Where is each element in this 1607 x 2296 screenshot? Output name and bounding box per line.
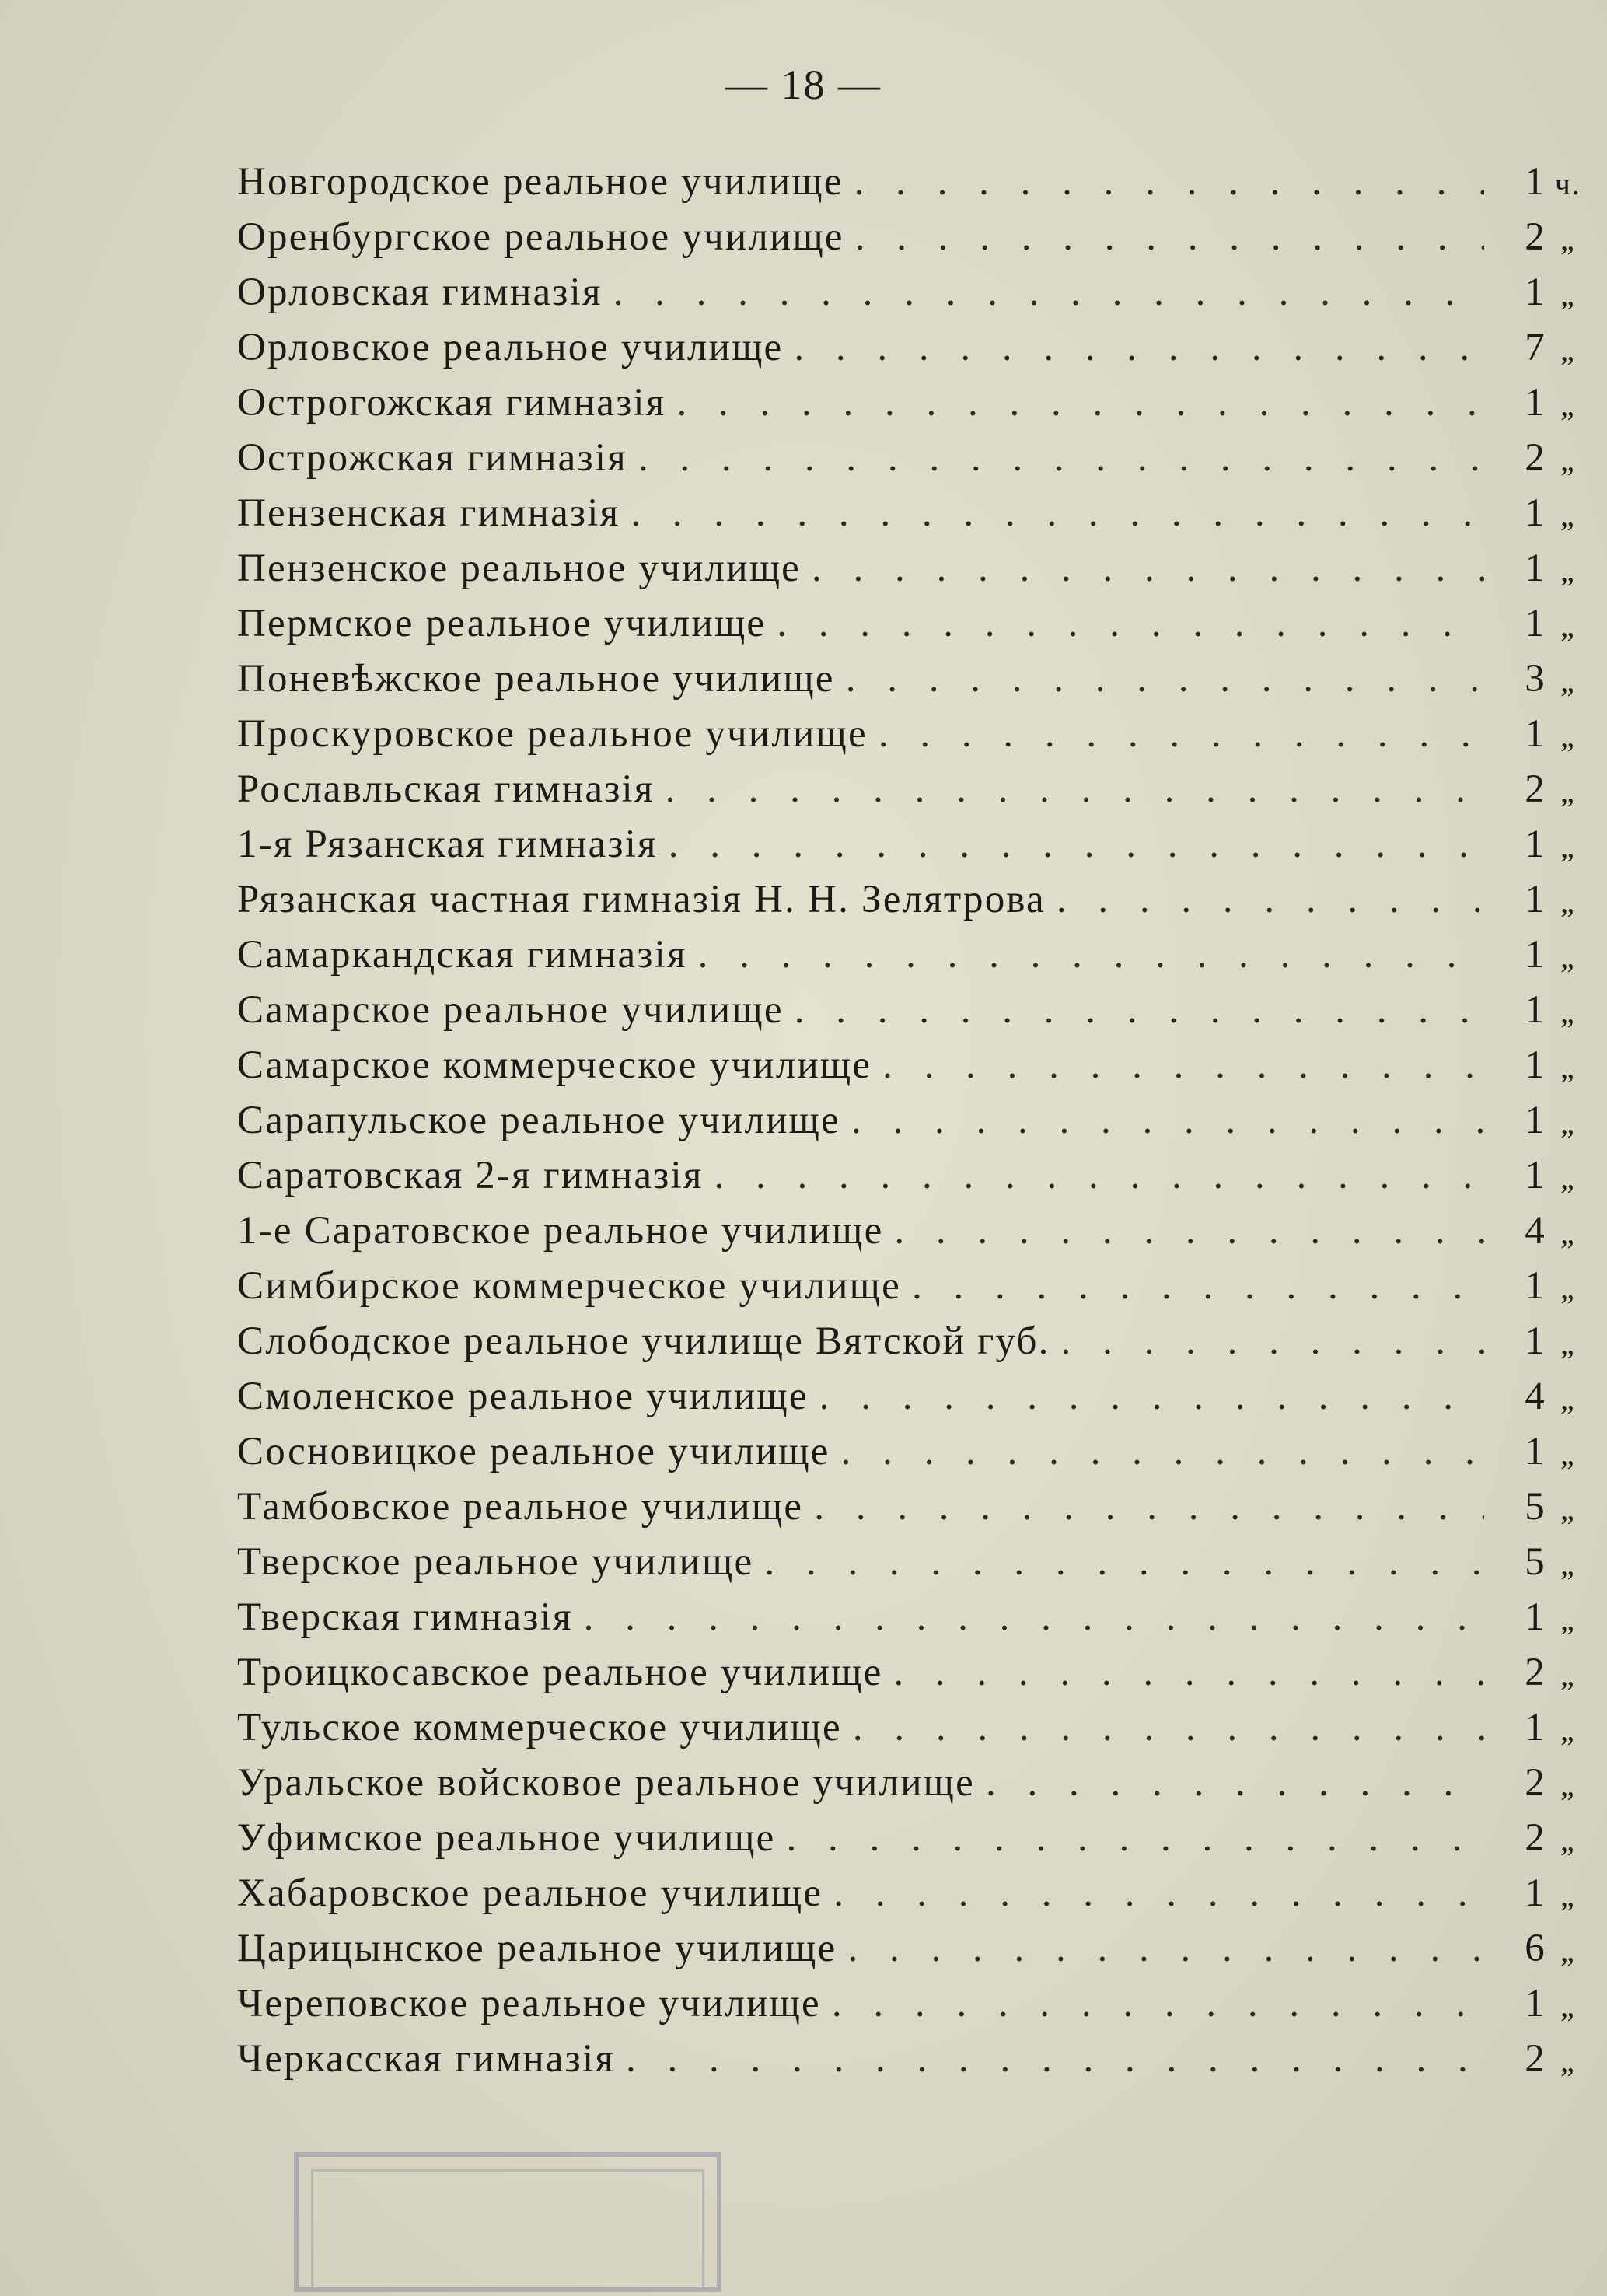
dot-leader	[714, 1153, 1484, 1198]
institution-name: 1-е Саратовское реальное училище	[237, 1209, 884, 1253]
count: 1	[1525, 712, 1546, 756]
count: 1	[1525, 1154, 1546, 1197]
unit: „	[1560, 939, 1576, 974]
institution-name: Череповское реальное училище	[237, 1982, 821, 2025]
list-item	[237, 1319, 1590, 1374]
count: 1	[1525, 602, 1546, 645]
dot-leader	[986, 1760, 1484, 1805]
institution-name: Сарапульское реальное училище	[237, 1099, 840, 1142]
institution-name: Слободское реальное училище Вятской губ.	[237, 1319, 1050, 1363]
count: 6	[1525, 1927, 1546, 1970]
institution-name: Симбирское коммерческое училище	[237, 1264, 901, 1308]
unit: „	[1560, 1602, 1576, 1637]
unit: ч.	[1554, 166, 1582, 201]
institution-name: Рославльская гимназія	[237, 767, 655, 811]
dot-leader	[676, 380, 1484, 425]
institution-name: Хабаровское реальное училище	[237, 1871, 823, 1915]
dot-leader	[855, 215, 1484, 260]
dot-leader	[853, 1705, 1484, 1750]
list-item	[237, 215, 1590, 270]
institution-name: Самарское реальное училище	[237, 988, 784, 1032]
institution-name: Пермское реальное училище	[237, 602, 767, 645]
list-item	[237, 2036, 1590, 2092]
institution-name: Тверское реальное училище	[237, 1540, 754, 1584]
count: 7	[1525, 326, 1546, 369]
institution-name: Тверская гимназія	[237, 1595, 573, 1639]
dot-leader	[1057, 877, 1484, 922]
unit: „	[1560, 553, 1576, 588]
count: 1	[1525, 933, 1546, 977]
unit: „	[1560, 884, 1576, 919]
list-item	[237, 767, 1590, 822]
count: 1	[1525, 1595, 1546, 1639]
page-number: — 18 —	[725, 61, 882, 108]
dot-leader	[833, 1871, 1484, 1916]
unit: „	[1560, 663, 1576, 698]
list-item	[237, 1098, 1590, 1153]
unit: „	[1560, 1050, 1576, 1085]
unit: „	[1560, 1933, 1576, 1968]
unit: „	[1560, 718, 1576, 753]
dot-leader	[812, 546, 1484, 591]
count: 5	[1525, 1485, 1546, 1529]
list-item	[237, 1539, 1590, 1595]
unit: „	[1560, 1436, 1576, 1471]
count: 1	[1525, 823, 1546, 866]
list-item	[237, 1981, 1590, 2036]
institution-list	[237, 159, 1590, 2092]
count: 1	[1525, 1430, 1546, 1473]
dot-leader	[854, 159, 1484, 204]
count: 1	[1525, 1982, 1546, 2025]
dot-leader	[893, 1650, 1484, 1695]
unit: „	[1560, 1546, 1576, 1581]
dot-leader	[613, 270, 1484, 315]
unit: „	[1560, 277, 1576, 312]
list-item	[237, 380, 1590, 435]
count: 1	[1525, 988, 1546, 1032]
unit: „	[1560, 1381, 1576, 1416]
unit: „	[1560, 1767, 1576, 1802]
list-item	[237, 1043, 1590, 1098]
count: 1	[1525, 878, 1546, 921]
unit: „	[1560, 1822, 1576, 1857]
institution-name: Проскуровское реальное училище	[237, 712, 868, 756]
dot-leader	[912, 1263, 1484, 1309]
count: 1	[1525, 1706, 1546, 1749]
dot-leader	[794, 325, 1484, 370]
dot-leader	[882, 1043, 1484, 1088]
list-item	[237, 435, 1590, 491]
unit: „	[1560, 222, 1576, 257]
unit: „	[1560, 1491, 1576, 1526]
institution-name: Поневѣжское реальное училище	[237, 657, 835, 701]
count: 1	[1525, 547, 1546, 590]
list-item	[237, 932, 1590, 987]
dot-leader	[841, 1429, 1484, 1474]
dot-leader	[787, 1815, 1485, 1861]
unit: „	[1560, 829, 1576, 864]
list-item	[237, 491, 1590, 546]
count: 1	[1525, 160, 1546, 204]
count: 2	[1525, 2037, 1546, 2081]
list-item	[237, 711, 1590, 767]
unit: „	[1560, 1657, 1576, 1692]
count: 2	[1525, 436, 1546, 480]
list-item	[237, 1595, 1590, 1650]
dot-leader	[1061, 1319, 1484, 1364]
list-item	[237, 159, 1590, 215]
count: 1	[1525, 381, 1546, 425]
list-item	[237, 325, 1590, 380]
library-stamp-inner-frame	[311, 2169, 704, 2287]
institution-name: Сосновицкое реальное училище	[237, 1430, 830, 1473]
count: 2	[1525, 1816, 1546, 1860]
institution-name: Саратовская 2-я гимназія	[237, 1154, 704, 1197]
unit: „	[1560, 332, 1576, 367]
institution-name: Рязанская частная гимназія Н. Н. Зелятрова	[237, 878, 1046, 921]
count: 1	[1525, 1319, 1546, 1363]
institution-name: Орловская гимназія	[237, 271, 603, 314]
dot-leader	[846, 656, 1484, 701]
institution-name: Самаркандская гимназія	[237, 933, 687, 977]
unit: „	[1560, 994, 1576, 1029]
list-item	[237, 822, 1590, 877]
count: 2	[1525, 1761, 1546, 1805]
institution-name: Острогожская гимназія	[237, 381, 666, 425]
list-item	[237, 1650, 1590, 1705]
list-item	[237, 1484, 1590, 1539]
list-item	[237, 1815, 1590, 1871]
institution-name: Самарское коммерческое училище	[237, 1043, 872, 1087]
dot-leader	[879, 711, 1484, 757]
institution-name: Пензенское реальное училище	[237, 547, 802, 590]
institution-name: Тульское коммерческое училище	[237, 1706, 842, 1749]
list-item	[237, 1871, 1590, 1926]
list-item	[237, 987, 1590, 1043]
list-item	[237, 1760, 1590, 1815]
institution-name: Троицкосавское реальное училище	[237, 1651, 883, 1694]
unit: „	[1560, 498, 1576, 533]
count: 2	[1525, 215, 1546, 259]
institution-name: Уфимское реальное училище	[237, 1816, 776, 1860]
dot-leader	[848, 1926, 1485, 1971]
list-item	[237, 656, 1590, 711]
unit: „	[1560, 608, 1576, 643]
unit: „	[1560, 1326, 1576, 1361]
count: 1	[1525, 1264, 1546, 1308]
unit: „	[1560, 1878, 1576, 1913]
list-item	[237, 601, 1590, 656]
count: 4	[1525, 1375, 1546, 1418]
unit: „	[1560, 387, 1576, 422]
institution-name: Острожская гимназія	[237, 436, 627, 480]
institution-name: Новгородское реальное училище	[237, 160, 844, 204]
dot-leader	[814, 1484, 1484, 1529]
institution-name: Смоленское реальное училище	[237, 1375, 809, 1418]
unit: „	[1560, 1712, 1576, 1747]
unit: „	[1560, 1988, 1576, 2023]
list-item	[237, 270, 1590, 325]
institution-name: Тамбовское реальное училище	[237, 1485, 804, 1529]
dot-leader	[832, 1981, 1484, 2026]
list-item	[237, 1705, 1590, 1760]
count: 1	[1525, 1871, 1546, 1915]
unit: „	[1560, 442, 1576, 477]
dot-leader	[819, 1374, 1484, 1419]
institution-name: Пензенская гимназія	[237, 491, 620, 535]
unit: „	[1560, 2043, 1576, 2078]
dot-leader	[584, 1595, 1484, 1640]
count: 1	[1525, 491, 1546, 535]
list-item	[237, 1208, 1590, 1263]
list-item	[237, 1263, 1590, 1319]
count: 5	[1525, 1540, 1546, 1584]
dot-leader	[631, 491, 1484, 536]
institution-name: Орловское реальное училище	[237, 326, 784, 369]
library-stamp	[294, 2152, 721, 2292]
dot-leader	[894, 1208, 1484, 1253]
dot-leader	[698, 932, 1484, 977]
unit: „	[1560, 1215, 1576, 1250]
dot-leader	[669, 822, 1484, 867]
list-item	[237, 1153, 1590, 1208]
dot-leader	[626, 2036, 1484, 2081]
list-item	[237, 546, 1590, 601]
count: 1	[1525, 1099, 1546, 1142]
dot-leader	[764, 1539, 1484, 1585]
dot-leader	[851, 1098, 1484, 1143]
institution-name: Оренбургское реальное училище	[237, 215, 844, 259]
count: 2	[1525, 1651, 1546, 1694]
dot-leader	[666, 767, 1484, 812]
dot-leader	[638, 435, 1484, 481]
count: 2	[1525, 767, 1546, 811]
count: 3	[1525, 657, 1546, 701]
unit: „	[1560, 774, 1576, 809]
count: 1	[1525, 271, 1546, 314]
count: 4	[1525, 1209, 1546, 1253]
institution-name: Царицынское реальное училище	[237, 1927, 837, 1970]
count: 1	[1525, 1043, 1546, 1087]
institution-name: Черкасская гимназія	[237, 2037, 616, 2081]
institution-name: 1-я Рязанская гимназія	[237, 823, 658, 866]
unit: „	[1560, 1270, 1576, 1305]
list-item	[237, 1429, 1590, 1484]
unit: „	[1560, 1105, 1576, 1140]
list-item	[237, 1374, 1590, 1429]
institution-name: Уральское войсковое реальное училище	[237, 1761, 975, 1805]
list-item	[237, 1926, 1590, 1981]
unit: „	[1560, 1160, 1576, 1195]
dot-leader	[777, 601, 1484, 646]
list-item	[237, 877, 1590, 932]
dot-leader	[795, 987, 1484, 1033]
